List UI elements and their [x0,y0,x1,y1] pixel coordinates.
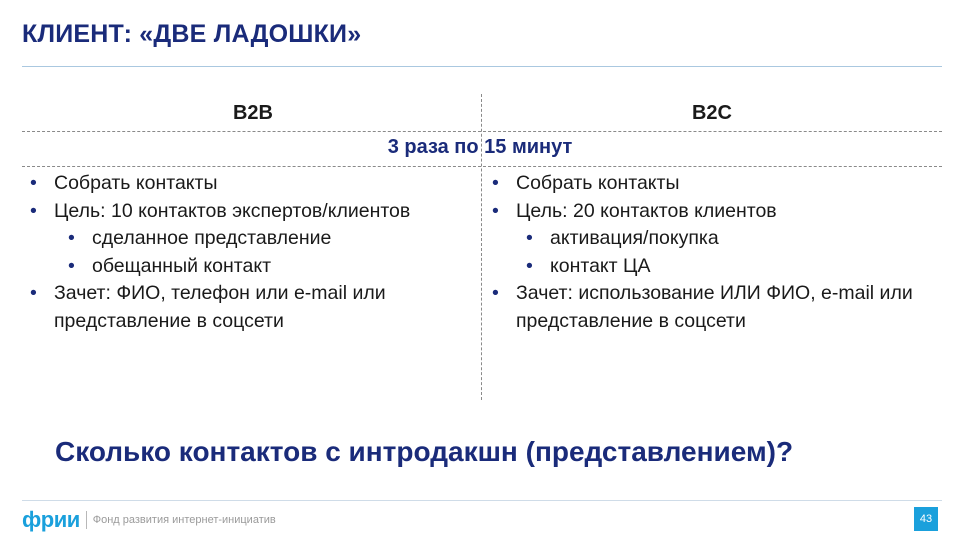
column-header-b2b: B2B [232,102,273,124]
key-question: Сколько контактов с интродакшн (представлением)? [55,436,794,467]
b2c-item: • Собрать контакты [490,170,940,198]
b2c-item: • Цель: 20 контактов клиентов [490,198,940,226]
page-number: 43 [914,507,938,531]
org-name: Фонд развития интернет-инициатив [92,514,276,526]
timing-band: 3 раза по 15 минут [387,136,573,158]
b2b-column [28,170,468,335]
b2c-subitem: • активация/покупка [490,225,940,253]
b2b-item: • Зачет: ФИО, телефон или e-mail или представление в соцсети [28,280,468,335]
b2c-item: • Зачет: использование ИЛИ ФИО, e-mail или представление в соцсети [490,280,940,335]
b2c-column [490,170,940,335]
b2c-subitem: • контакт ЦА [490,253,940,281]
b2b-subitem: • обещанный контакт [28,253,468,281]
title-divider [22,66,942,67]
logo-mark: фрии [22,507,80,532]
b2b-item: • Собрать контакты [28,170,468,198]
slide-title: КЛИЕНТ: «ДВЕ ЛАДОШКИ» [22,20,362,48]
b2b-item: • Цель: 10 контактов экспертов/клиентов [28,198,468,226]
logo-separator [86,511,87,529]
b2b-subitem: • сделанное представление [28,225,468,253]
footer-divider [22,500,942,501]
fri-logo [22,507,276,533]
column-header-b2c: B2C [691,102,732,124]
header-divider [22,131,942,132]
band-divider [22,166,942,167]
